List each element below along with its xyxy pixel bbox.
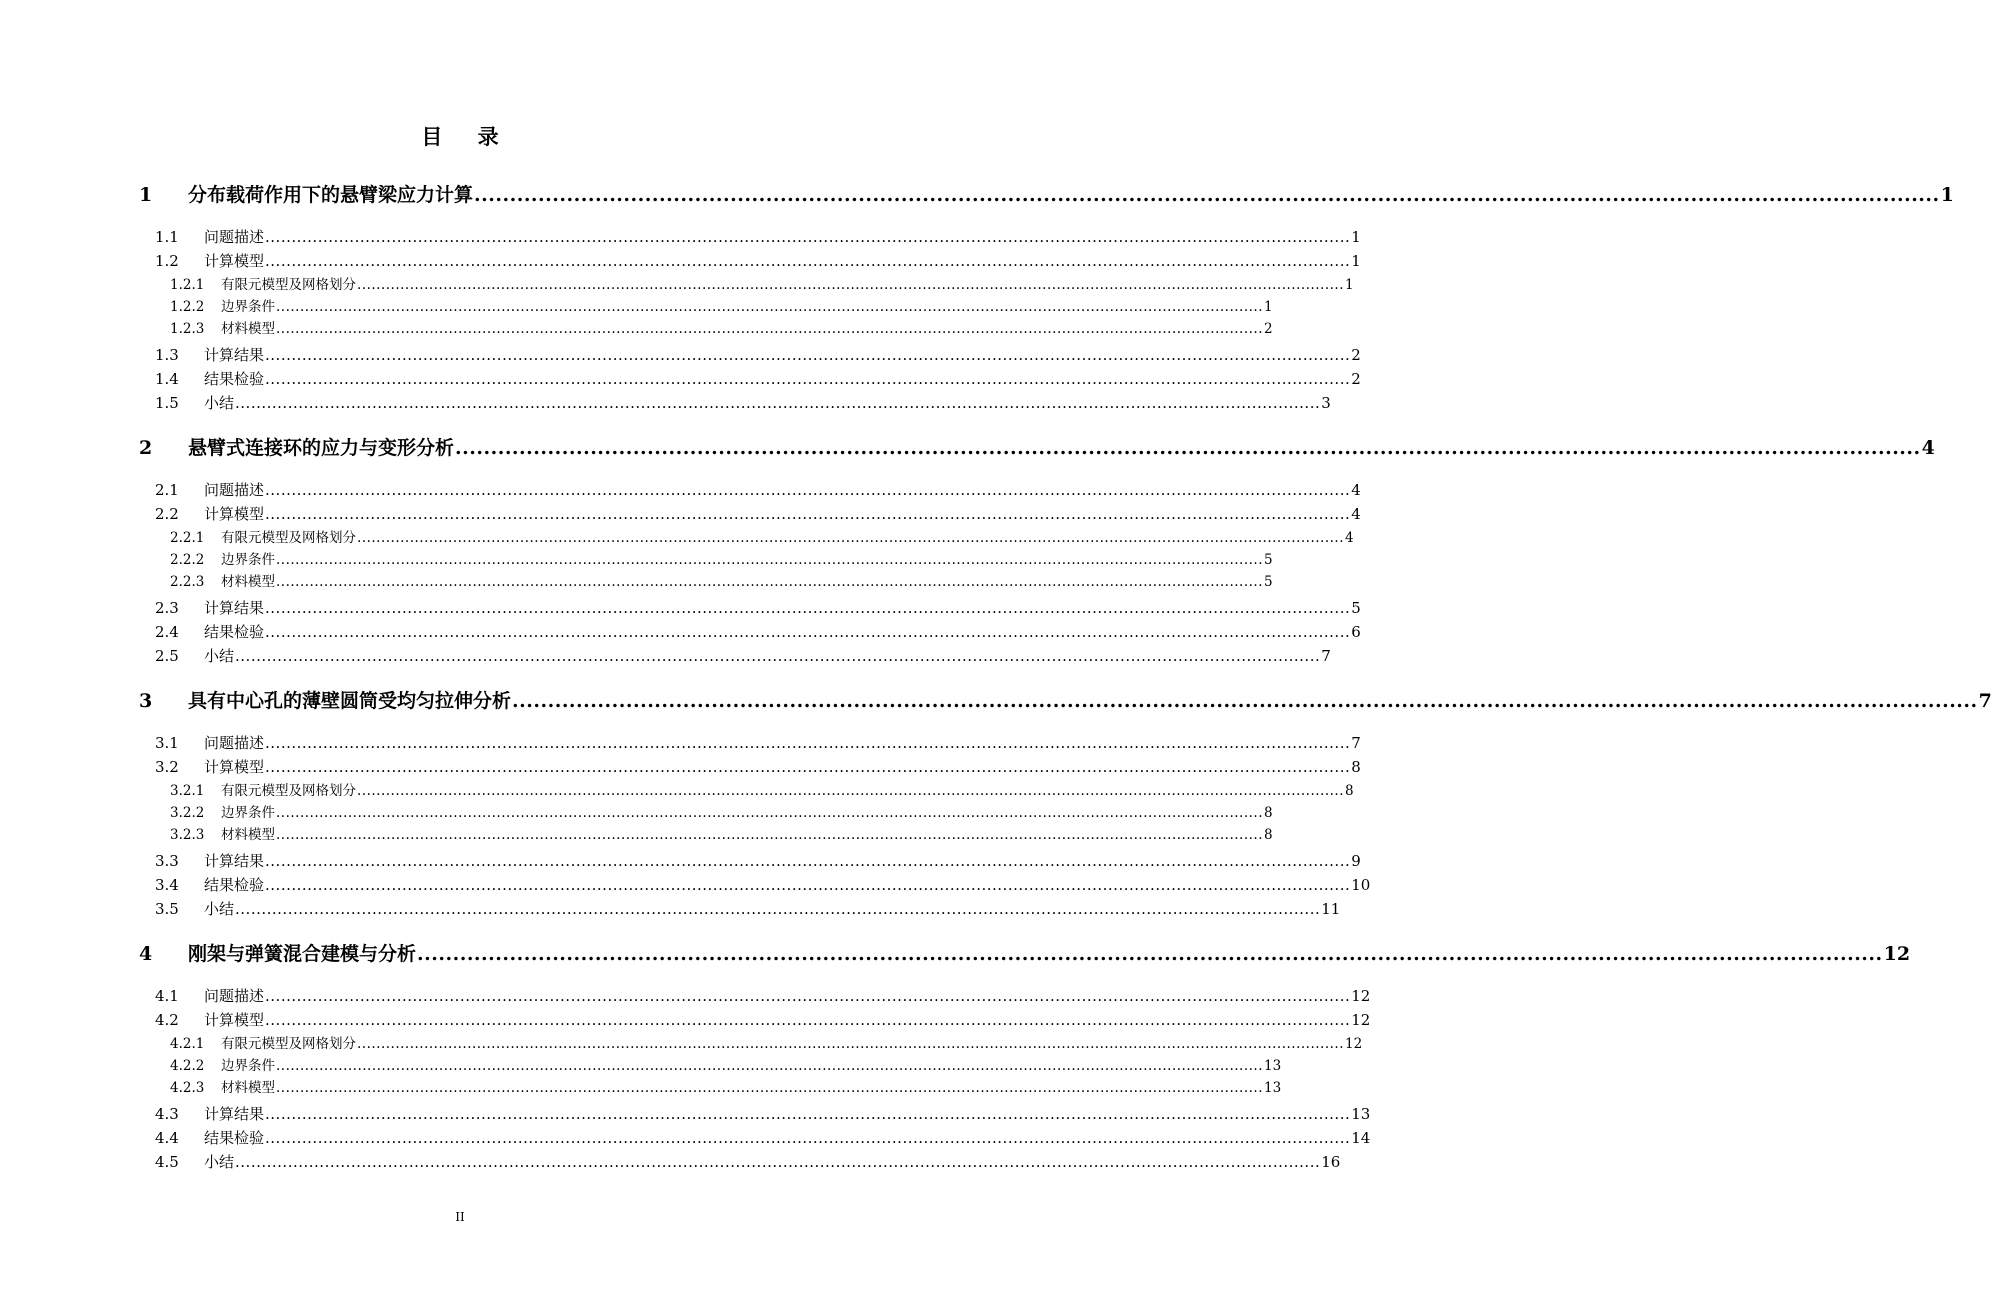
toc-entry-level-1[interactable] xyxy=(139,433,1935,459)
toc-page-number: 7 xyxy=(1351,734,1361,752)
dot-leader: .............................................................................................................................................................................................................. xyxy=(357,276,1344,293)
toc-page-number: 9 xyxy=(1351,851,1361,870)
toc-number: 4.5 xyxy=(155,1153,179,1172)
toc-page-number: 2 xyxy=(1264,321,1273,337)
toc-title: 悬臂式连接环的应力与变形分析 xyxy=(188,437,455,459)
toc-title: 材料模型 xyxy=(221,1080,275,1096)
toc-entry-level-1[interactable] xyxy=(139,939,1911,965)
toc-number: 3.4 xyxy=(155,876,179,894)
toc-entry-level-2[interactable] xyxy=(155,756,1361,777)
toc-number: 3.5 xyxy=(155,900,179,919)
toc-entry-level-2[interactable] xyxy=(155,250,1361,271)
toc-entry-level-2[interactable] xyxy=(155,874,1371,894)
toc-entry-level-2[interactable] xyxy=(155,226,1361,246)
toc-title: 计算模型 xyxy=(204,252,265,271)
toc-title: 分布载荷作用下的悬臂梁应力计算 xyxy=(188,184,474,206)
toc-entry-level-3[interactable] xyxy=(170,526,1354,546)
toc-entry-level-3[interactable] xyxy=(170,823,1273,843)
toc-number: 3.2 xyxy=(155,758,179,777)
dot-leader: .............................................................................................................................................................................................................. xyxy=(455,437,1921,459)
toc-number: 4.2.2 xyxy=(170,1057,205,1074)
page-number: II xyxy=(455,1210,465,1224)
toc-entry-level-1[interactable] xyxy=(139,686,1992,712)
toc-title: 结果检验 xyxy=(204,1129,265,1147)
toc-entry-level-2[interactable] xyxy=(155,645,1331,666)
dot-leader: .............................................................................................................................................................................................................. xyxy=(265,252,1351,271)
toc-entry-level-3[interactable] xyxy=(170,273,1354,293)
dot-leader: .............................................................................................................................................................................................................. xyxy=(357,529,1344,546)
dot-leader: .............................................................................................................................................................................................................. xyxy=(265,370,1351,388)
dot-leader: .............................................................................................................................................................................................................. xyxy=(265,1129,1351,1147)
toc-entry-level-2[interactable] xyxy=(155,479,1361,499)
toc-number: 1.1 xyxy=(155,228,179,246)
toc-number: 1 xyxy=(139,184,153,206)
toc-page-number: 5 xyxy=(1264,551,1273,568)
toc-number: 4.3 xyxy=(155,1104,179,1123)
toc-number: 2.3 xyxy=(155,598,179,617)
toc-entry-level-2[interactable] xyxy=(155,1103,1371,1123)
dot-leader: .............................................................................................................................................................................................................. xyxy=(265,623,1351,641)
toc-entry-level-3[interactable] xyxy=(170,317,1273,337)
toc-number: 4.2 xyxy=(155,1011,179,1030)
toc-title: 问题描述 xyxy=(204,481,265,499)
toc-title: 问题描述 xyxy=(204,228,265,246)
dot-leader: .............................................................................................................................................................................................................. xyxy=(357,782,1344,799)
toc-number: 2.2.2 xyxy=(170,551,205,568)
dot-leader: .............................................................................................................................................................................................................. xyxy=(474,184,1940,206)
toc-title: 计算模型 xyxy=(204,505,265,524)
toc-title: 有限元模型及网格划分 xyxy=(221,276,356,293)
toc-number: 3.1 xyxy=(155,734,179,752)
toc-number: 4 xyxy=(139,943,153,965)
toc-page-number: 6 xyxy=(1351,623,1361,641)
toc-title: 小结 xyxy=(204,1153,235,1172)
dot-leader: .............................................................................................................................................................................................................. xyxy=(276,574,1263,590)
toc-title: 具有中心孔的薄壁圆筒受均匀拉伸分析 xyxy=(188,690,512,712)
toc-entry-level-1[interactable] xyxy=(139,180,1954,206)
dot-leader: .............................................................................................................................................................................................................. xyxy=(265,481,1351,499)
toc-title: 材料模型 xyxy=(221,574,275,590)
toc-page-number: 10 xyxy=(1351,876,1371,894)
toc-page-number: 4 xyxy=(1351,505,1361,524)
toc-number: 2.1 xyxy=(155,481,179,499)
toc-page-number: 2 xyxy=(1351,370,1361,388)
toc-entry-level-2[interactable] xyxy=(155,392,1331,413)
toc-number: 1.2.2 xyxy=(170,298,205,315)
toc-title: 问题描述 xyxy=(204,734,265,752)
toc-page-number: 14 xyxy=(1351,1129,1371,1147)
dot-leader: .............................................................................................................................................................................................................. xyxy=(276,321,1263,337)
toc-page-number: 8 xyxy=(1264,804,1273,821)
toc-entry-level-3[interactable] xyxy=(170,548,1273,568)
toc-number: 1.4 xyxy=(155,370,179,388)
dot-leader: .............................................................................................................................................................................................................. xyxy=(276,804,1263,821)
toc-page-number: 1 xyxy=(1345,276,1354,293)
dot-leader: .............................................................................................................................................................................................................. xyxy=(265,1104,1351,1123)
toc-page-number: 5 xyxy=(1264,574,1273,590)
toc-number: 4.4 xyxy=(155,1129,179,1147)
dot-leader: .............................................................................................................................................................................................................. xyxy=(276,827,1263,843)
dot-leader: .............................................................................................................................................................................................................. xyxy=(276,1080,1263,1096)
toc-title: 结果检验 xyxy=(204,623,265,641)
toc-page-number: 13 xyxy=(1351,1104,1371,1123)
toc-entry-level-3[interactable] xyxy=(170,1054,1282,1074)
dot-leader: .............................................................................................................................................................................................................. xyxy=(235,1153,1321,1172)
toc-title: 边界条件 xyxy=(221,298,275,315)
toc-page-number: 13 xyxy=(1264,1080,1282,1096)
toc-page-number: 1 xyxy=(1351,252,1361,271)
dot-leader: .............................................................................................................................................................................................................. xyxy=(265,876,1351,894)
toc-number: 3.3 xyxy=(155,851,179,870)
dot-leader: .............................................................................................................................................................................................................. xyxy=(235,900,1321,919)
dot-leader: .............................................................................................................................................................................................................. xyxy=(265,228,1351,246)
toc-title: 小结 xyxy=(204,394,235,413)
toc-entry-level-2[interactable] xyxy=(155,1151,1341,1172)
dot-leader: .............................................................................................................................................................................................................. xyxy=(265,987,1351,1005)
toc-number: 3.2.2 xyxy=(170,804,205,821)
toc-title: 有限元模型及网格划分 xyxy=(221,1035,356,1052)
toc-page-number: 1 xyxy=(1264,298,1273,315)
toc-page-number: 8 xyxy=(1345,782,1354,799)
toc-page-number: 4 xyxy=(1921,437,1935,459)
toc-title: 结果检验 xyxy=(204,370,265,388)
toc-number: 4.1 xyxy=(155,987,179,1005)
toc-title: 计算模型 xyxy=(204,1011,265,1030)
toc-entry-level-3[interactable] xyxy=(170,570,1273,590)
toc-title: 小结 xyxy=(204,647,235,666)
toc-entry-level-2[interactable] xyxy=(155,898,1341,919)
dot-leader: .............................................................................................................................................................................................................. xyxy=(235,647,1321,666)
toc-entry-level-3[interactable] xyxy=(170,779,1354,799)
toc-page-number: 5 xyxy=(1351,598,1361,617)
dot-leader: .............................................................................................................................................................................................................. xyxy=(265,598,1351,617)
dot-leader: .............................................................................................................................................................................................................. xyxy=(265,345,1351,364)
toc-title: 有限元模型及网格划分 xyxy=(221,529,356,546)
toc-entry-level-2[interactable] xyxy=(155,1009,1371,1030)
toc-page-number: 8 xyxy=(1351,758,1361,777)
dot-leader: .............................................................................................................................................................................................................. xyxy=(357,1035,1344,1052)
dot-leader: .............................................................................................................................................................................................................. xyxy=(265,851,1351,870)
toc-page-number: 4 xyxy=(1345,529,1354,546)
toc-number: 1.2.3 xyxy=(170,321,205,337)
dot-leader: .............................................................................................................................................................................................................. xyxy=(276,1057,1263,1074)
toc-page-number: 2 xyxy=(1351,345,1361,364)
toc-title: 计算结果 xyxy=(204,1104,265,1123)
toc-page-number: 11 xyxy=(1321,900,1341,919)
toc-entry-level-2[interactable] xyxy=(155,1127,1371,1147)
toc-number: 4.2.1 xyxy=(170,1035,205,1052)
dot-leader: .............................................................................................................................................................................................................. xyxy=(265,734,1351,752)
toc-title: 计算模型 xyxy=(204,758,265,777)
toc-entry-level-3[interactable] xyxy=(170,295,1273,315)
toc-page-number: 1 xyxy=(1351,228,1361,246)
dot-leader: .............................................................................................................................................................................................................. xyxy=(265,758,1351,777)
toc-title: 计算结果 xyxy=(204,345,265,364)
toc-number: 1.2.1 xyxy=(170,276,205,293)
dot-leader: .............................................................................................................................................................................................................. xyxy=(276,298,1263,315)
toc-number: 2.2 xyxy=(155,505,179,524)
toc-title: 小结 xyxy=(204,900,235,919)
toc-entry-level-3[interactable] xyxy=(170,801,1273,821)
toc-title: 问题描述 xyxy=(204,987,265,1005)
toc-entry-level-2[interactable] xyxy=(155,732,1361,752)
page-title: 目 录 xyxy=(421,124,513,149)
toc-entry-level-3[interactable] xyxy=(170,1076,1282,1096)
toc-page-number: 7 xyxy=(1321,647,1331,666)
toc-number: 2.2.3 xyxy=(170,574,205,590)
toc-number: 1.3 xyxy=(155,345,179,364)
toc-entry-level-3[interactable] xyxy=(170,1032,1363,1052)
dot-leader: .............................................................................................................................................................................................................. xyxy=(417,943,1883,965)
toc-number: 3.2.1 xyxy=(170,782,205,799)
toc-number: 2.2.1 xyxy=(170,529,205,546)
toc-entry-level-2[interactable] xyxy=(155,985,1371,1005)
toc-number: 4.2.3 xyxy=(170,1080,205,1096)
toc-title: 边界条件 xyxy=(221,804,275,821)
toc-page-number: 16 xyxy=(1321,1153,1341,1172)
toc-page-number: 3 xyxy=(1321,394,1331,413)
toc-entry-level-2[interactable] xyxy=(155,597,1361,617)
toc-number: 2.4 xyxy=(155,623,179,641)
toc-page-number: 7 xyxy=(1978,690,1992,712)
toc-number: 3.2.3 xyxy=(170,827,205,843)
toc-number: 3 xyxy=(139,690,153,712)
toc-title: 结果检验 xyxy=(204,876,265,894)
dot-leader: .............................................................................................................................................................................................................. xyxy=(235,394,1321,413)
toc-page-number: 12 xyxy=(1345,1035,1363,1052)
dot-leader: .............................................................................................................................................................................................................. xyxy=(276,551,1263,568)
toc-page-number: 8 xyxy=(1264,827,1273,843)
dot-leader: .............................................................................................................................................................................................................. xyxy=(512,690,1978,712)
dot-leader: .............................................................................................................................................................................................................. xyxy=(265,1011,1351,1030)
toc-entry-level-2[interactable] xyxy=(155,503,1361,524)
toc-title: 刚架与弹簧混合建模与分析 xyxy=(188,943,417,965)
toc-number: 1.2 xyxy=(155,252,179,271)
toc-page-number: 13 xyxy=(1264,1057,1282,1074)
toc-entry-level-2[interactable] xyxy=(155,344,1361,364)
dot-leader: .............................................................................................................................................................................................................. xyxy=(265,505,1351,524)
toc-page-number: 4 xyxy=(1351,481,1361,499)
toc-title: 有限元模型及网格划分 xyxy=(221,782,356,799)
toc-title: 材料模型 xyxy=(221,321,275,337)
toc-page-number: 12 xyxy=(1351,1011,1371,1030)
toc-entry-level-2[interactable] xyxy=(155,621,1361,641)
toc-entry-level-2[interactable] xyxy=(155,368,1361,388)
toc-number: 2.5 xyxy=(155,647,179,666)
toc-number: 2 xyxy=(139,437,153,459)
toc-title: 边界条件 xyxy=(221,551,275,568)
toc-page-number: 12 xyxy=(1883,943,1911,965)
toc-title: 计算结果 xyxy=(204,598,265,617)
toc-page-number: 12 xyxy=(1351,987,1371,1005)
toc-page-number: 1 xyxy=(1940,184,1954,206)
toc-number: 1.5 xyxy=(155,394,179,413)
toc-title: 材料模型 xyxy=(221,827,275,843)
toc-title: 计算结果 xyxy=(204,851,265,870)
toc-title: 边界条件 xyxy=(221,1057,275,1074)
toc-entry-level-2[interactable] xyxy=(155,850,1361,870)
